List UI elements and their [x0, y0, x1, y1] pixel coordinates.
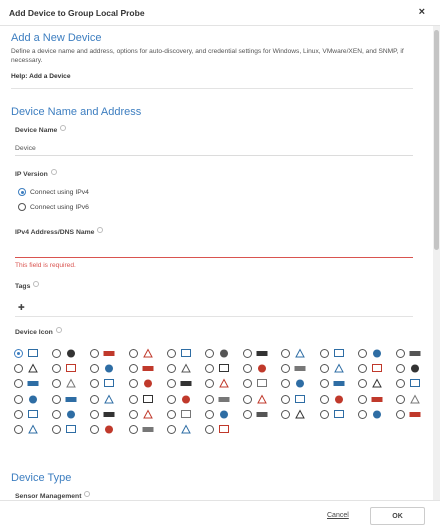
device-icon-option[interactable] — [167, 377, 205, 390]
device-icon-option[interactable] — [129, 377, 167, 390]
flag-red-icon — [142, 363, 154, 374]
brother-icon — [103, 409, 115, 420]
radio-button[interactable] — [167, 425, 176, 434]
device-icon-option[interactable] — [320, 393, 358, 406]
device-icon-option[interactable] — [167, 393, 205, 406]
radio-ipv6[interactable] — [18, 202, 89, 212]
device-icon-option[interactable] — [14, 362, 52, 375]
radio-button[interactable] — [243, 379, 252, 388]
ibm-icon — [409, 378, 421, 389]
epson-icon — [218, 394, 230, 405]
dell-logo-icon — [65, 394, 77, 405]
radio-button[interactable] — [320, 410, 329, 419]
device-name-label: Device Name — [15, 125, 66, 134]
radio-button[interactable] — [396, 379, 405, 388]
cloud-icon — [142, 424, 154, 435]
device-icon-option[interactable] — [358, 408, 396, 421]
device-icon-option[interactable] — [90, 423, 128, 436]
device-icon-option[interactable] — [52, 377, 90, 390]
address-input[interactable] — [15, 244, 413, 258]
radio-button[interactable] — [52, 379, 61, 388]
radio-button[interactable] — [281, 410, 290, 419]
device-icon-option[interactable] — [52, 362, 90, 375]
monitor-dell-icon — [27, 348, 39, 359]
photo-icon — [409, 363, 421, 374]
apc-red-icon — [180, 394, 192, 405]
scrollbar[interactable] — [433, 26, 440, 500]
linux-tux-icon — [65, 348, 77, 359]
info-icon — [56, 327, 62, 333]
radio-button[interactable] — [396, 410, 405, 419]
device-icon-option[interactable] — [14, 408, 52, 421]
device-icon-option[interactable] — [320, 347, 358, 360]
address-label: IPv4 Address/DNS Name — [15, 227, 103, 236]
radio-button[interactable] — [358, 410, 367, 419]
sensor-management-label: Sensor Management — [15, 491, 90, 500]
printer-icon — [180, 363, 192, 374]
info-icon — [84, 491, 90, 497]
radio-button[interactable] — [52, 349, 61, 358]
network-red-icon — [371, 363, 383, 374]
emc-logo-icon — [142, 394, 154, 405]
device-icon-option[interactable] — [205, 423, 243, 436]
radio-label-ipv6: Connect using IPv6 — [30, 203, 89, 211]
netgear-icon — [103, 378, 115, 389]
radio-button[interactable] — [320, 379, 329, 388]
radio-button[interactable] — [90, 349, 99, 358]
device-icon-option[interactable] — [320, 377, 358, 390]
cabinet-icon — [218, 348, 230, 359]
radio-button[interactable] — [281, 379, 290, 388]
radio-button[interactable] — [167, 410, 176, 419]
camera-icon — [218, 363, 230, 374]
device-icon-option[interactable] — [52, 408, 90, 421]
device-icon-option[interactable] — [396, 347, 432, 360]
radio-button[interactable] — [243, 410, 252, 419]
divider — [11, 88, 413, 89]
radio-button[interactable] — [18, 203, 26, 211]
device-icon-option[interactable] — [14, 347, 52, 360]
tux-penguin-icon — [409, 348, 421, 359]
fujitsu-icon — [256, 394, 268, 405]
radio-button[interactable] — [320, 395, 329, 404]
radio-button[interactable] — [205, 364, 214, 373]
device-icon-option[interactable] — [167, 362, 205, 375]
radio-button[interactable] — [52, 410, 61, 419]
screen-bracket-icon — [333, 363, 345, 374]
stamp-red-icon — [409, 409, 421, 420]
device-icon-option[interactable] — [358, 377, 396, 390]
info-icon — [33, 281, 39, 287]
device-icon-option[interactable] — [90, 393, 128, 406]
d-logo-icon — [103, 394, 115, 405]
device-icon-option[interactable] — [129, 347, 167, 360]
cisco-bridge-icon — [27, 394, 39, 405]
radio-button[interactable] — [129, 349, 138, 358]
radio-button[interactable] — [129, 379, 138, 388]
radio-button[interactable] — [205, 379, 214, 388]
radio-button[interactable] — [167, 379, 176, 388]
windows-icon — [294, 348, 306, 359]
radio-button[interactable] — [167, 395, 176, 404]
hp-icon — [333, 378, 345, 389]
sophos-icon — [103, 424, 115, 435]
device-icon-option[interactable] — [129, 393, 167, 406]
radio-button[interactable] — [14, 395, 23, 404]
bluebox-icon — [65, 409, 77, 420]
address-error-message: This field is required. — [15, 262, 76, 269]
radio-button[interactable] — [396, 349, 405, 358]
radio-button[interactable] — [167, 349, 176, 358]
device-icon-option[interactable] — [52, 347, 90, 360]
building-icon — [294, 363, 306, 374]
lenovo-icon — [371, 378, 383, 389]
radio-button[interactable] — [90, 395, 99, 404]
disk-stack-icon — [65, 363, 77, 374]
radio-button[interactable] — [243, 364, 252, 373]
radio-button-selected[interactable] — [14, 349, 23, 358]
add-device-description: Define a device name and address, options for auto-discovery, and credential settings for Windows, Linux, VMware/XEN, and SNMP, if necessary. — [11, 48, 404, 64]
hp-logo-icon — [294, 394, 306, 405]
ip-version-label: IP Version — [15, 169, 57, 178]
symantec-icon — [27, 424, 39, 435]
device-icon-option[interactable] — [243, 393, 281, 406]
radio-button[interactable] — [14, 410, 23, 419]
radio-button[interactable] — [205, 395, 214, 404]
tags-field-underline — [15, 316, 413, 317]
radio-button[interactable] — [167, 364, 176, 373]
ok-button[interactable]: OK — [370, 507, 425, 525]
intel-icon — [27, 409, 39, 420]
radio-button[interactable] — [90, 425, 99, 434]
calendar-icon — [256, 348, 268, 359]
radio-button[interactable] — [52, 395, 61, 404]
device-icon-option[interactable] — [205, 362, 243, 375]
device-icon-option[interactable] — [396, 408, 432, 421]
device-icon-option[interactable] — [205, 393, 243, 406]
device-icon-option[interactable] — [90, 408, 128, 421]
radio-button[interactable] — [14, 425, 23, 434]
device-icon-option[interactable] — [281, 362, 319, 375]
device-icon-option[interactable] — [90, 347, 128, 360]
radio-button[interactable] — [90, 410, 99, 419]
device-icon-option[interactable] — [358, 362, 396, 375]
section-heading-device-type: Device Type — [11, 472, 72, 484]
device-icon-option[interactable] — [90, 377, 128, 390]
monitor-list-icon — [103, 348, 115, 359]
radio-button[interactable] — [52, 425, 61, 434]
radio-button[interactable] — [14, 364, 23, 373]
device-icon-option[interactable] — [90, 362, 128, 375]
radar-red-icon — [218, 424, 230, 435]
device-icon-option[interactable] — [129, 362, 167, 375]
help-link[interactable]: Help: Add a Device — [11, 73, 71, 80]
nas-icon — [294, 378, 306, 389]
radio-button[interactable] — [358, 349, 367, 358]
radio-button[interactable] — [90, 379, 99, 388]
device-icon-option[interactable] — [396, 362, 432, 375]
juniper-icon — [65, 378, 77, 389]
device-icon-option[interactable] — [14, 393, 52, 406]
radio-button[interactable] — [52, 364, 61, 373]
db-icon — [371, 409, 383, 420]
android-icon — [371, 348, 383, 359]
info-icon — [51, 169, 57, 175]
radio-button[interactable] — [205, 410, 214, 419]
radio-button[interactable] — [205, 425, 214, 434]
add-tag-icon[interactable]: ✚ — [18, 303, 25, 312]
info-icon — [97, 227, 103, 233]
radio-button[interactable] — [281, 349, 290, 358]
radio-button[interactable] — [281, 395, 290, 404]
close-icon[interactable]: × — [418, 6, 425, 18]
oki-icon — [371, 394, 383, 405]
device-icon-option[interactable] — [129, 408, 167, 421]
device-icon-option[interactable] — [167, 423, 205, 436]
radio-button[interactable] — [129, 364, 138, 373]
huawei-icon — [333, 394, 345, 405]
vmware-icon — [65, 424, 77, 435]
grid-icon — [180, 424, 192, 435]
device-icon-option[interactable] — [320, 362, 358, 375]
device-icon-option[interactable] — [243, 362, 281, 375]
device-icon-option[interactable] — [396, 377, 432, 390]
device-icon-option[interactable] — [205, 347, 243, 360]
cancel-button[interactable]: Cancel — [327, 512, 349, 519]
device-icon-option[interactable] — [14, 377, 52, 390]
logitech-icon — [256, 409, 268, 420]
sun-icon — [256, 378, 268, 389]
device-name-input[interactable]: Device — [15, 142, 413, 156]
radio-button[interactable] — [129, 395, 138, 404]
device-icon-option[interactable] — [358, 393, 396, 406]
tags-label: Tags — [15, 281, 39, 290]
emc-icon — [180, 378, 192, 389]
device-icon-option[interactable] — [205, 408, 243, 421]
radio-button-selected[interactable] — [18, 188, 26, 196]
radio-button[interactable] — [243, 349, 252, 358]
scrollbar-thumb[interactable] — [434, 30, 439, 250]
radio-button[interactable] — [358, 364, 367, 373]
usb-drive-icon — [256, 363, 268, 374]
device-icon-option[interactable] — [52, 393, 90, 406]
device-icon-option[interactable] — [205, 377, 243, 390]
device-icon-option[interactable] — [281, 347, 319, 360]
ruckus-icon — [409, 394, 421, 405]
device-icon-option[interactable] — [320, 408, 358, 421]
a-logo-icon — [142, 409, 154, 420]
radio-button[interactable] — [90, 364, 99, 373]
dialog-title: Add Device to Group Local Probe — [9, 8, 145, 18]
radio-button[interactable] — [320, 349, 329, 358]
radio-button[interactable] — [396, 364, 405, 373]
device-icon-option[interactable] — [243, 377, 281, 390]
folder-icon — [180, 348, 192, 359]
device-icon-option[interactable] — [52, 423, 90, 436]
device-icon-option[interactable] — [14, 423, 52, 436]
dialog-titlebar — [0, 0, 440, 26]
radio-ipv4[interactable] — [18, 187, 89, 197]
cube-icon — [218, 409, 230, 420]
radio-button[interactable] — [205, 349, 214, 358]
device-icon-option[interactable] — [243, 408, 281, 421]
add-device-heading: Add a New Device — [11, 32, 102, 44]
nas-blue-icon — [333, 409, 345, 420]
device-icon-option[interactable] — [281, 393, 319, 406]
device-icon-label: Device Icon — [15, 327, 62, 336]
radio-label-ipv4: Connect using IPv4 — [30, 188, 89, 196]
tower-pc-icon — [294, 409, 306, 420]
radio-button[interactable] — [320, 364, 329, 373]
info-icon — [60, 125, 66, 131]
section-heading-name-address: Device Name and Address — [11, 106, 142, 118]
radio-button[interactable] — [243, 395, 252, 404]
dialog-footer — [0, 500, 440, 530]
radio-button[interactable] — [358, 395, 367, 404]
device-icon-option[interactable] — [281, 408, 319, 421]
cisco-icon — [27, 378, 39, 389]
radio-button[interactable] — [129, 425, 138, 434]
server-red-icon — [142, 348, 154, 359]
device-icon-option[interactable] — [129, 423, 167, 436]
device-icon-option[interactable] — [167, 408, 205, 421]
dialog-content[interactable] — [0, 26, 432, 500]
apc-icon — [142, 378, 154, 389]
radio-button[interactable] — [129, 410, 138, 419]
device-icon-option[interactable] — [396, 393, 432, 406]
radio-button[interactable] — [14, 379, 23, 388]
windows-tiles-icon — [333, 348, 345, 359]
device-icon-option[interactable] — [167, 347, 205, 360]
lightning-icon — [180, 409, 192, 420]
radio-button[interactable] — [396, 395, 405, 404]
device-icon-option[interactable] — [281, 377, 319, 390]
windows-logo-icon — [103, 363, 115, 374]
radio-button[interactable] — [358, 379, 367, 388]
dlink-icon — [218, 378, 230, 389]
device-icon-option[interactable] — [358, 347, 396, 360]
radio-button[interactable] — [281, 364, 290, 373]
device-icon-option[interactable] — [243, 347, 281, 360]
device-icon-grid — [14, 347, 414, 441]
apple-icon — [27, 363, 39, 374]
